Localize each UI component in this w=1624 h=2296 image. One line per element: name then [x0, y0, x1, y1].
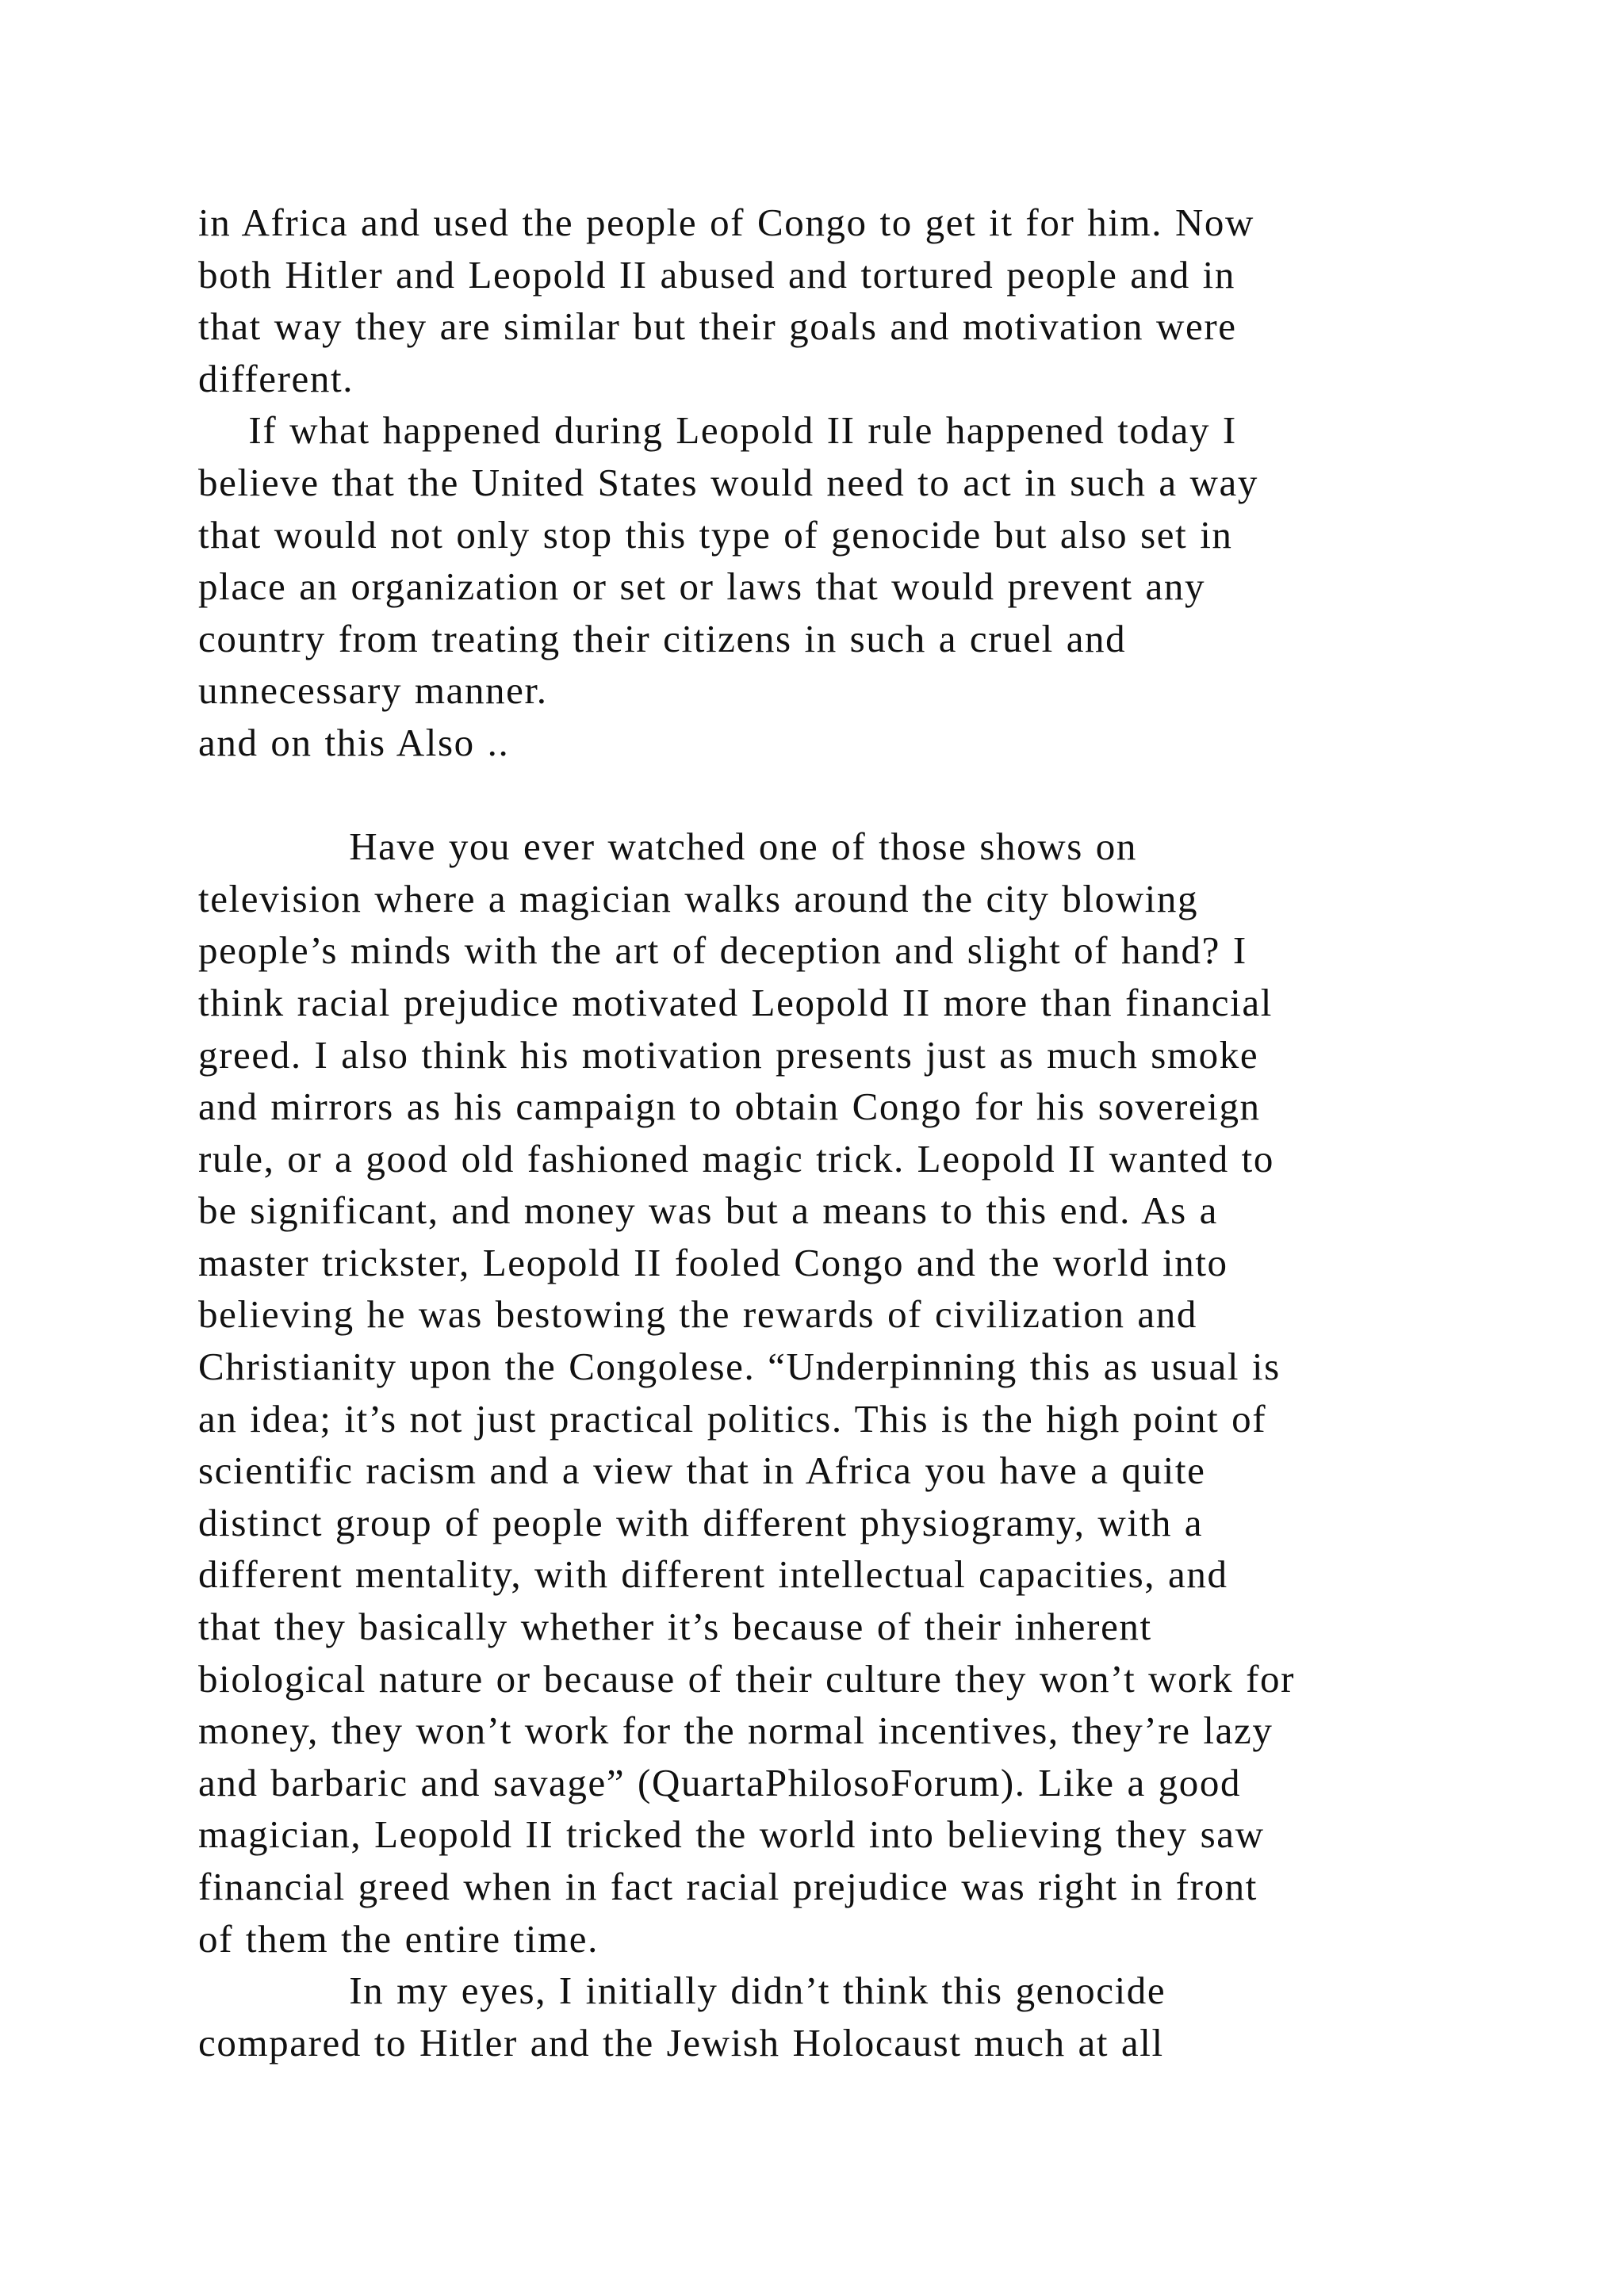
text-line: unnecessary manner.: [198, 668, 548, 713]
text-line: greed. I also think his motivation presents just as much smoke: [198, 1032, 1259, 1077]
text-line: and on this Also ..: [198, 720, 510, 764]
text-line: both Hitler and Leopold II abused and tortured people and in: [198, 252, 1235, 297]
text-line: rule, or a good old fashioned magic trick. Leopold II wanted to: [198, 1136, 1274, 1181]
text-line: an idea; it’s not just practical politics. This is the high point of: [198, 1396, 1267, 1441]
text-line: distinct group of people with different physiogramy, with a: [198, 1500, 1204, 1544]
text-line: that they basically whether it’s because of their inherent: [198, 1605, 1152, 1649]
text-line: different mentality, with different intellectual capacities, and: [198, 1552, 1228, 1597]
text-line: television where a magician walks around the city blowing: [198, 876, 1199, 920]
text-line: Christianity upon the Congolese. “Underpinning this as usual is: [198, 1345, 1281, 1389]
text-line: and mirrors as his campaign to obtain Congo for his sovereign: [198, 1085, 1261, 1129]
text-line: scientific racism and a view that in Africa you have a quite: [198, 1448, 1206, 1493]
text-line: believe that the United States would need to act in such a way: [198, 460, 1258, 504]
text-line: magician, Leopold II tricked the world into believing they saw: [198, 1812, 1265, 1857]
text-line: money, they won’t work for the normal incentives, they’re lazy: [198, 1709, 1274, 1753]
text-line: compared to Hitler and the Jewish Holocaust much at all: [198, 2020, 1164, 2064]
text-line: people’s minds with the art of deception and slight of hand? I: [198, 928, 1247, 973]
text-line: In my eyes, I initially didn’t think this genocide: [198, 1969, 1166, 2013]
text-line: believing he was bestowing the rewards of civilization and: [198, 1292, 1197, 1337]
text-line: think racial prejudice motivated Leopold II more than financial: [198, 980, 1273, 1024]
text-line: be significant, and money was but a means to this end. As a: [198, 1188, 1219, 1233]
text-line: Have you ever watched one of those shows on: [198, 825, 1137, 869]
text-line: different.: [198, 356, 354, 400]
text-line: master trickster, Leopold II fooled Congo and the world into: [198, 1240, 1228, 1284]
document-body: [198, 197, 1499, 2068]
text-line: that would not only stop this type of genocide but also set in: [198, 512, 1233, 557]
text-line: in Africa and used the people of Congo to get it for him. Now: [198, 201, 1255, 244]
blank-line: [198, 769, 1499, 821]
text-line: country from treating their citizens in such a cruel and: [198, 616, 1127, 660]
text-line: place an organization or set or laws that would prevent any: [198, 564, 1206, 609]
text-line: If what happened during Leopold II rule happened today I: [198, 408, 1237, 453]
text-line: financial greed when in fact racial prejudice was right in front: [198, 1865, 1258, 1908]
text-line: that way they are similar but their goals and motivation were: [198, 304, 1237, 349]
text-line: and barbaric and savage” (QuartaPhilosoForum). Like a good: [198, 1760, 1242, 1804]
text-line: biological nature or because of their culture they won’t work for: [198, 1656, 1296, 1701]
text-line: of them the entire time.: [198, 1916, 599, 1961]
